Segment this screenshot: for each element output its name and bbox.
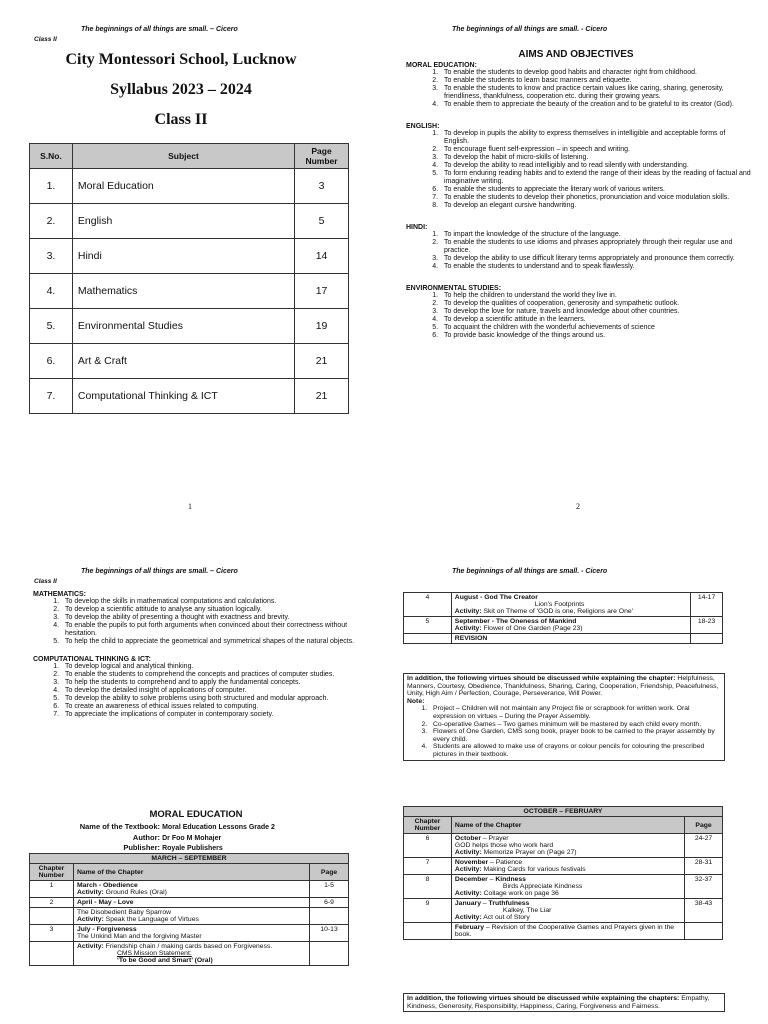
table-row [404, 923, 723, 940]
row-page: 14 [295, 239, 349, 274]
chapter-theme: Prayer [488, 835, 509, 842]
ct-aims-list [33, 663, 363, 719]
activity-label: Activity: [76, 943, 104, 950]
chapter-number: 9 [404, 899, 452, 923]
list-item: 3. To help the students to comprehend and to apply the fundamental concepts. [61, 679, 363, 687]
aims-title: AIMS AND OBJECTIVES [518, 49, 634, 60]
list-item: 2. To encourage fluent self-expression – in speech and writing. [440, 146, 752, 154]
hindi-aims-list [406, 231, 752, 271]
activity-label: Activity: [454, 608, 482, 615]
chapter-story: Kalkey, The Liar [502, 907, 552, 914]
activity-text: Collage work on page 36 [483, 890, 559, 897]
activity-label: Activity: [454, 866, 482, 873]
chapter-page: 28-31 [685, 858, 723, 875]
revision-label: REVISION [451, 634, 690, 644]
publisher-value: Royale Publishers [162, 845, 223, 852]
virtues-intro: In addition, the following virtues should be discussed while explaining the chapter: [407, 675, 676, 682]
section-heading: HINDI: [406, 224, 428, 231]
chapter-month: September - The Oneness of Mankind [454, 618, 577, 625]
chapter-page: 1-5 [310, 881, 349, 898]
table-row [30, 379, 349, 414]
row-page: 21 [295, 344, 349, 379]
row-subject: Mathematics [72, 274, 294, 309]
table-row [30, 881, 349, 898]
contents-table [29, 143, 349, 414]
section-heading: ENVIRONMENTAL STUDIES: [406, 285, 502, 292]
cms-mission-label: CMS Mission Statement: [116, 950, 192, 957]
header-sno: S.No. [30, 144, 73, 169]
chapter-month: February [454, 924, 484, 931]
activity-label: Activity: [454, 625, 482, 632]
list-item: 2. To enable the students to learn basic manners and etiquette. [440, 77, 752, 85]
table-row [30, 239, 349, 274]
activity-label: Activity: [454, 849, 482, 856]
page-number: 2 [576, 502, 580, 511]
oct-feb-table [403, 806, 723, 940]
list-item: 5. To form enduring reading habits and to extend the range of their ideas by the reading of factual and imaginative writing. [440, 170, 752, 186]
chapter-number: 8 [404, 875, 452, 899]
chapter-cell [73, 925, 309, 942]
virtues-intro: In addition, the following virtues should be discussed while explaining the chapters: [407, 995, 680, 1002]
virtues-note-box-2 [403, 993, 725, 1012]
header-chapter-name: Name of the Chapter [451, 817, 684, 834]
table-row [404, 899, 723, 923]
header-chapter-number: Chapter Number [404, 817, 452, 834]
list-item: 4. To enable the pupils to put forth arguments when convinced about their correctness without hesitation. [61, 622, 363, 638]
chapter-number: 1 [30, 881, 74, 898]
table-row [30, 942, 349, 966]
list-item: 1. To develop in pupils the ability to express themselves in intelligible and acceptable forms of English. [440, 130, 752, 146]
aims-content [33, 591, 363, 719]
chapter-month: April - May - Love [73, 898, 309, 908]
textbook-info [36, 822, 366, 854]
chapter-number: 5 [404, 617, 452, 634]
chapter-story: Lion's Footprints [534, 601, 585, 608]
chapter-month: November [454, 859, 489, 866]
header-page: Page [310, 864, 349, 881]
chapter-month: July - Forgiveness [76, 926, 137, 933]
list-item: 4. To enable them to appreciate the beauty of the creation and to be grateful to its creator (God). [440, 101, 752, 109]
chapter-cell [451, 593, 690, 617]
publisher-label: Publisher: [123, 843, 160, 852]
list-item: 4. To develop the detailed insight of applications of computer. [61, 687, 363, 695]
chapter-page: 10-13 [310, 925, 349, 942]
chapter-number: 4 [404, 593, 452, 617]
textbook-label: Name of the Textbook: [79, 822, 160, 831]
chapter-number: 2 [30, 898, 74, 908]
chapter-month: December [454, 876, 488, 883]
list-item: 3. To develop the habit of micro-skills of listening. [440, 154, 752, 162]
virtues-list: Empathy, Kindness, Generosity, Responsibility, Happiness, Caring, Forgiveness and Fairness. [407, 995, 710, 1010]
chapter-cell [73, 942, 309, 966]
activity-text: Friendship chain / making cards based on Forgiveness. [105, 943, 273, 950]
chapter-month: January [454, 900, 481, 907]
activity-label: Activity: [76, 889, 104, 896]
list-item: 3. To enable the students to know and practice certain values like caring, sharing, generosity, friendliness, thankfulness, cooperation etc. during their growing years. [440, 85, 752, 101]
cicero-quote: The beginnings of all things are small. - Cicero [452, 26, 608, 33]
list-item: 1. To develop logical and analytical thinking. [61, 663, 363, 671]
chapter-number: 6 [404, 834, 452, 858]
class-title: Class II [154, 111, 208, 128]
chapter-cell [451, 617, 690, 634]
row-subject: Environmental Studies [72, 309, 294, 344]
list-item: 1. To help the children to understand the world they live in. [440, 292, 752, 300]
header-page: Page Number [295, 144, 349, 169]
note-label: Note: [407, 697, 425, 705]
cms-motto: ‘To be Good and Smart’ (Oral) [116, 957, 213, 964]
chapter-cell: February – Revision of the Cooperative Games and Prayers given in the book. [451, 923, 684, 940]
list-item: 1. To enable the students to develop good habits and character right from childhood. [440, 69, 752, 77]
list-item: 3. To develop the ability of presenting a thought with exactness and brevity. [61, 614, 363, 622]
chapter-page: 24-27 [685, 834, 723, 858]
page-number: 1 [188, 502, 192, 511]
row-no: 5. [30, 309, 73, 344]
table-row [404, 858, 723, 875]
class-label: Class II [34, 578, 57, 585]
list-item: 4. To enable the students to understand and to speak flawlessly. [440, 263, 752, 271]
activity-label: Activity: [454, 890, 482, 897]
math-aims-list [33, 598, 363, 646]
row-subject: Art & Craft [72, 344, 294, 379]
page-2 [384, 0, 768, 512]
table-row [30, 169, 349, 204]
chapter-cell [73, 908, 309, 925]
notes-list [407, 705, 721, 758]
chapter-number: 3 [30, 925, 74, 942]
chapter-cell [73, 881, 309, 898]
chapter-theme: Patience [495, 859, 523, 866]
chapter-page: 32-37 [685, 875, 723, 899]
list-item: 5. To help the child to appreciate the geometrical and symmetrical shapes of the natural objects. [61, 638, 363, 646]
school-name: City Montessori School, Lucknow [65, 51, 297, 68]
cicero-quote: The beginnings of all things are small. – Cicero [81, 26, 238, 33]
chapter-theme: Truthfulness [488, 900, 530, 907]
cicero-quote: The beginnings of all things are small. - Cicero [452, 568, 608, 575]
section-heading: MORAL EDUCATION: [406, 62, 477, 69]
list-item: 6. To create an awareness of ethical issues related to computing. [61, 703, 363, 711]
author-label: Author: [132, 832, 160, 842]
list-item: 6. To enable the students to appreciate the literary work of various writers. [440, 186, 752, 194]
list-item: 1. To develop the skills in mathematical computations and calculations. [61, 598, 363, 606]
chapter-page: 38-43 [685, 899, 723, 923]
moral-aims-list [406, 69, 752, 109]
february-text: Revision of the Cooperative Games and Prayers given in the book. [454, 924, 675, 938]
table-row [30, 898, 349, 908]
chapter-story: The Disobedient Baby Sparrow [76, 909, 172, 916]
header-chapter-number: Chapter Number [30, 864, 74, 881]
list-item: 7. To enable the students to develop their phonetics, pronunciation and voice modulation skills. [440, 194, 752, 202]
chapter-page: 6-9 [310, 898, 349, 908]
list-item: 3. Flowers of One Garden, CMS song book, prayer book to be carried to the prayer assembly by every child. [429, 728, 721, 743]
chapter-cell: December – Kindness Birds Appreciate Kindness Activity: Collage work on page 36 [451, 875, 684, 899]
syllabus-title: Syllabus 2023 – 2024 [110, 81, 252, 98]
list-item: 2. To enable the students to comprehend the concepts and practices of computer studies. [61, 671, 363, 679]
textbook-value: Moral Education Lessons Grade 2 [162, 824, 275, 831]
row-no: 3. [30, 239, 73, 274]
aug-sep-table [403, 592, 723, 644]
activity-text: Skit on Theme of 'GOD is one, Religions are One' [483, 608, 633, 615]
march-september-table [29, 853, 349, 966]
chapter-page: 14-17 [691, 593, 723, 617]
chapter-story: Birds Appreciate Kindness [502, 883, 583, 890]
row-no: 6. [30, 344, 73, 379]
row-subject: Computational Thinking & ICT [72, 379, 294, 414]
moral-education-title: MORAL EDUCATION [149, 809, 243, 820]
table-row [404, 593, 723, 617]
list-item: 3. To develop the ability to use difficult literary terms appropriately and pronounce them correctly. [440, 255, 752, 263]
header-subject: Subject [72, 144, 294, 169]
list-item: 5. To develop the ability to solve problems using both structured and modular approach. [61, 695, 363, 703]
activity-text: Flower of One Garden (Page 23) [483, 625, 583, 632]
table-row [30, 344, 349, 379]
term-band: OCTOBER – FEBRUARY [404, 807, 723, 817]
list-item: 4. To develop the ability to read intelligibly and to read silently with understanding. [440, 162, 752, 170]
chapter-number: 7 [404, 858, 452, 875]
list-item: 2. To enable the students to use idioms and phrases appropriately through their regular use and practice. [440, 239, 752, 255]
activity-text: Ground Rules (Oral) [105, 889, 167, 896]
table-row [30, 908, 349, 925]
activity-label: Activity: [76, 916, 104, 923]
row-no: 4. [30, 274, 73, 309]
table-row [404, 875, 723, 899]
row-subject: English [72, 204, 294, 239]
activity-text: Making Cards for various festivals [483, 866, 586, 873]
row-no: 1. [30, 169, 73, 204]
table-row [30, 204, 349, 239]
table-row [30, 309, 349, 344]
chapter-month: March - Obedience [76, 882, 138, 889]
header-page: Page [685, 817, 723, 834]
list-item: 2. To develop a scientific attitude to analyse any situation logically. [61, 606, 363, 614]
chapter-page: 18-23 [691, 617, 723, 634]
section-heading: MATHEMATICS: [33, 591, 87, 598]
list-item: 1. Project – Children will not maintain any Project file or scrapbook for written work. Oral expression on virtues – During the Prayer Assembly. [429, 705, 721, 720]
chapter-story: The Unkind Man and the forgiving Master [76, 933, 202, 940]
list-item: 4. To develop a scientific attitude in the learners. [440, 316, 752, 324]
row-page: 3 [295, 169, 349, 204]
chapter-month: October [454, 835, 481, 842]
activity-text: Speak the Language of Virtues [105, 916, 199, 923]
table-row [404, 834, 723, 858]
page-1 [0, 0, 384, 512]
chapter-theme: Kindness [495, 876, 526, 883]
list-item: 2. Co-operative Games – Two games minimum will be mastered by each child every month. [429, 721, 721, 729]
activity-text: Act out of Story [483, 914, 530, 921]
section-heading: ENGLISH: [406, 123, 440, 130]
row-page: 5 [295, 204, 349, 239]
section-heading: COMPUTATIONAL THINKING & ICT: [33, 656, 151, 663]
table-row [30, 274, 349, 309]
header-chapter-name: Name of the Chapter [73, 864, 309, 881]
table-header-row [30, 144, 349, 169]
chapter-story: GOD helps those who work hard [454, 842, 554, 849]
list-item: 6. To provide basic knowledge of the things around us. [440, 332, 752, 340]
chapter-cell: October – Prayer GOD helps those who work hard Activity: Memorize Prayer on (Page 27) [451, 834, 684, 858]
list-item: 3. To develop the love for nature, travels and knowledge about other countries. [440, 308, 752, 316]
class-label: Class II [34, 36, 57, 43]
chapter-cell: November – Patience Activity: Making Cards for various festivals [451, 858, 684, 875]
table-row [404, 634, 723, 644]
activity-label: Activity: [454, 914, 482, 921]
term-band: MARCH – SEPTEMBER [30, 854, 349, 864]
row-page: 21 [295, 379, 349, 414]
virtues-note-box [403, 673, 725, 761]
list-item: 7. To appreciate the implications of computer in contemporary society. [61, 711, 363, 719]
virtues-list: Helpfulness, Manners, Courtesy, Obedience, Thankfulness, Sharing, Caring, Cooperation, Friendship, Peacefulness, Unity, High Aim / Perfection, Courage, Perseverance, Will Power. [407, 675, 719, 698]
list-item: 4. Students are allowed to make use of crayons or colour pencils for colouring the prescribed pictures in their textbook. [429, 743, 721, 758]
table-row [30, 925, 349, 942]
row-no: 7. [30, 379, 73, 414]
chapter-cell: January – Truthfulness Kalkey, The Liar Activity: Act out of Story [451, 899, 684, 923]
cicero-quote: The beginnings of all things are small. – Cicero [81, 568, 238, 575]
english-aims-list [406, 130, 752, 210]
activity-text: Memorize Prayer on (Page 27) [483, 849, 577, 856]
row-page: 17 [295, 274, 349, 309]
page-4 [384, 512, 768, 1024]
list-item: 2. To develop the qualities of cooperation, generosity and sympathetic outlook. [440, 300, 752, 308]
list-item: 8. To develop an elegant cursive handwriting. [440, 202, 752, 210]
row-no: 2. [30, 204, 73, 239]
author-value: Dr Foo M Mohajer [162, 834, 222, 842]
table-row [404, 617, 723, 634]
row-subject: Moral Education [72, 169, 294, 204]
chapter-month: August - God The Creator [454, 594, 538, 601]
list-item: 1. To impart the knowledge of the structure of the language. [440, 231, 752, 239]
aims-content [406, 62, 752, 340]
row-subject: Hindi [72, 239, 294, 274]
list-item: 5. To acquaint the children with the wonderful achievements of science [440, 324, 752, 332]
row-page: 19 [295, 309, 349, 344]
page-3 [0, 512, 384, 1024]
evs-aims-list [406, 292, 752, 340]
